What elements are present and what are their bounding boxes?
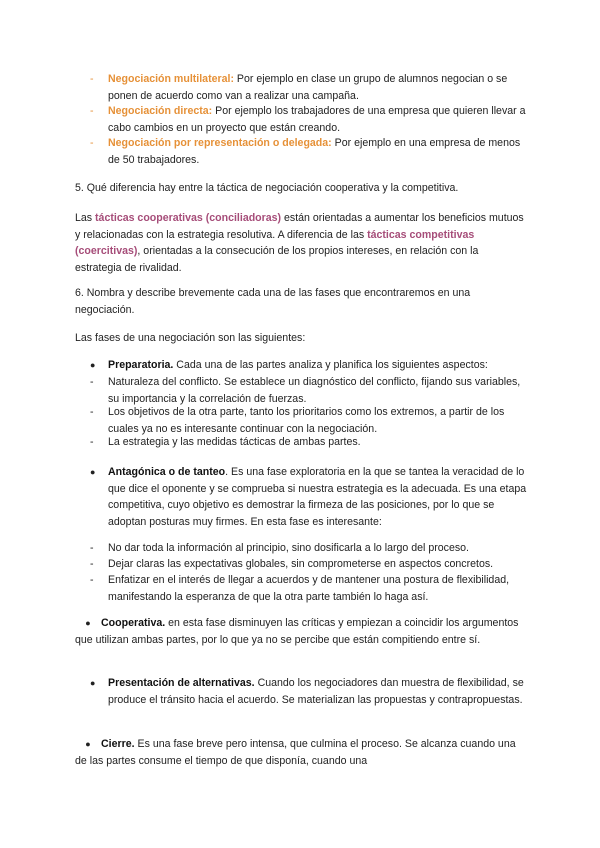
item-text: La estrategia y las medidas tácticas de ambas partes. <box>108 436 361 448</box>
item-text: Por ejemplo en una empresa de menos de 50 trabajadores. <box>108 137 521 166</box>
list-item-delegada <box>90 135 530 168</box>
answer-6-intro: Las fases de una negociación son las siguientes: <box>75 332 306 344</box>
list-item-multilateral <box>90 71 530 104</box>
bullet-marker: ● <box>90 360 96 370</box>
list-item <box>90 404 530 437</box>
bullet-marker: ● <box>90 467 96 477</box>
answer-text: están orientadas a aumentar los beneficios mutuos y relacionadas con la estrategia resolutiva. A diferencia de las <box>75 212 524 241</box>
term-label: Negociación multilateral: <box>108 73 234 85</box>
phase-title: Cooperativa. <box>101 617 166 629</box>
answer-text: Las <box>75 212 96 224</box>
phase-title: Antagónica o de tanteo <box>108 466 226 478</box>
list-item <box>90 540 530 557</box>
item-text: Enfatizar en el interés de llegar a acuerdos y de mantener una postura de flexibilidad, manifestando la esperanza de que la otra parte también lo haga así. <box>108 574 510 603</box>
list-item <box>90 434 530 451</box>
phase-title: Preparatoria. <box>108 359 174 371</box>
bullet-marker: ● <box>85 739 91 749</box>
dash-marker: - <box>90 376 94 388</box>
answer-5 <box>75 210 525 276</box>
term-competitivas: tácticas competitivas (coercitivas) <box>75 228 475 257</box>
dash-marker: - <box>90 105 94 117</box>
phase-presentacion <box>90 675 530 708</box>
item-text: No dar toda la información al principio, sino dosificarla a lo largo del proceso. <box>108 542 469 554</box>
item-text: Por ejemplo en clase un grupo de alumnos negocian o se ponen de acuerdo como van a realizar una campaña. <box>108 73 508 102</box>
term-label: Negociación directa: <box>108 105 213 117</box>
phase-text: en esta fase disminuyen las críticas y empiezan a coincidir los argumentos que utilizan ambas partes, por lo que ya no se percibe que están compitiendo entre sí. <box>75 617 519 646</box>
phase-cooperativa <box>75 615 530 648</box>
phase-antagonica <box>90 464 530 530</box>
phase-title: Presentación de alternativas. <box>108 677 255 689</box>
phase-text: . Es una fase exploratoria en la que se tantea la veracidad de lo que dice el oponente y se comprueba si nuestra estrategia es la adecuada. Es una etapa competitiva, cuyo objetivo es demostrar la firmeza de las posiciones, por lo que se adoptan posturas muy firmes. En esta fase es interesante: <box>108 466 527 528</box>
dash-marker: - <box>90 542 94 554</box>
answer-text: , orientadas a la consecución de los propios intereses, en relación con la estrategia de rivalidad. <box>75 245 479 274</box>
dash-marker: - <box>90 73 94 85</box>
dash-marker: - <box>90 558 94 570</box>
term-label: Negociación por representación o delegada: <box>108 137 332 149</box>
phase-text: Cada una de las partes analiza y planifica los siguientes aspectos: <box>173 359 488 371</box>
dash-marker: - <box>90 436 94 448</box>
dash-marker: - <box>90 406 94 418</box>
dash-marker: - <box>90 574 94 586</box>
phase-preparatoria <box>90 357 530 374</box>
list-item-directa <box>90 103 530 136</box>
term-cooperativas: tácticas cooperativas (conciliadoras) <box>95 212 282 224</box>
list-item <box>90 572 530 605</box>
phase-text: Es una fase breve pero intensa, que culmina el proceso. Se alcanza cuando una de las partes consume el tiempo de que disponía, cuando una <box>75 738 516 767</box>
list-item <box>90 556 530 573</box>
item-text: Los objetivos de la otra parte, tanto los prioritarios como los extremos, a partir de los cuales ya no es interesante continuar con la negociación. <box>108 406 505 435</box>
question-6: 6. Nombra y describe brevemente cada una de las fases que encontraremos en una negociación. <box>75 287 471 316</box>
phase-text: Cuando los negociadores dan muestra de flexibilidad, se produce el tránsito hacia el acuerdo. Se materializan las propuestas y contrapropuestas. <box>108 677 524 706</box>
item-text: Por ejemplo los trabajadores de una empresa que quieren llevar a cabo cambios en un proyecto que están creando. <box>108 105 526 134</box>
question-5: 5. Qué diferencia hay entre la táctica de negociación cooperativa y la competitiva. <box>75 182 459 194</box>
phase-cierre <box>75 736 530 769</box>
item-text: Naturaleza del conflicto. Se establece un diagnóstico del conflicto, fijando sus variables, su importancia y la correlación de fuerzas. <box>108 376 521 405</box>
bullet-marker: ● <box>90 678 96 688</box>
list-item <box>90 374 530 407</box>
phase-title: Cierre. <box>101 738 135 750</box>
bullet-marker: ● <box>85 618 91 628</box>
dash-marker: - <box>90 137 94 149</box>
item-text: Dejar claras las expectativas globales, sin comprometerse en aspectos concretos. <box>108 558 494 570</box>
